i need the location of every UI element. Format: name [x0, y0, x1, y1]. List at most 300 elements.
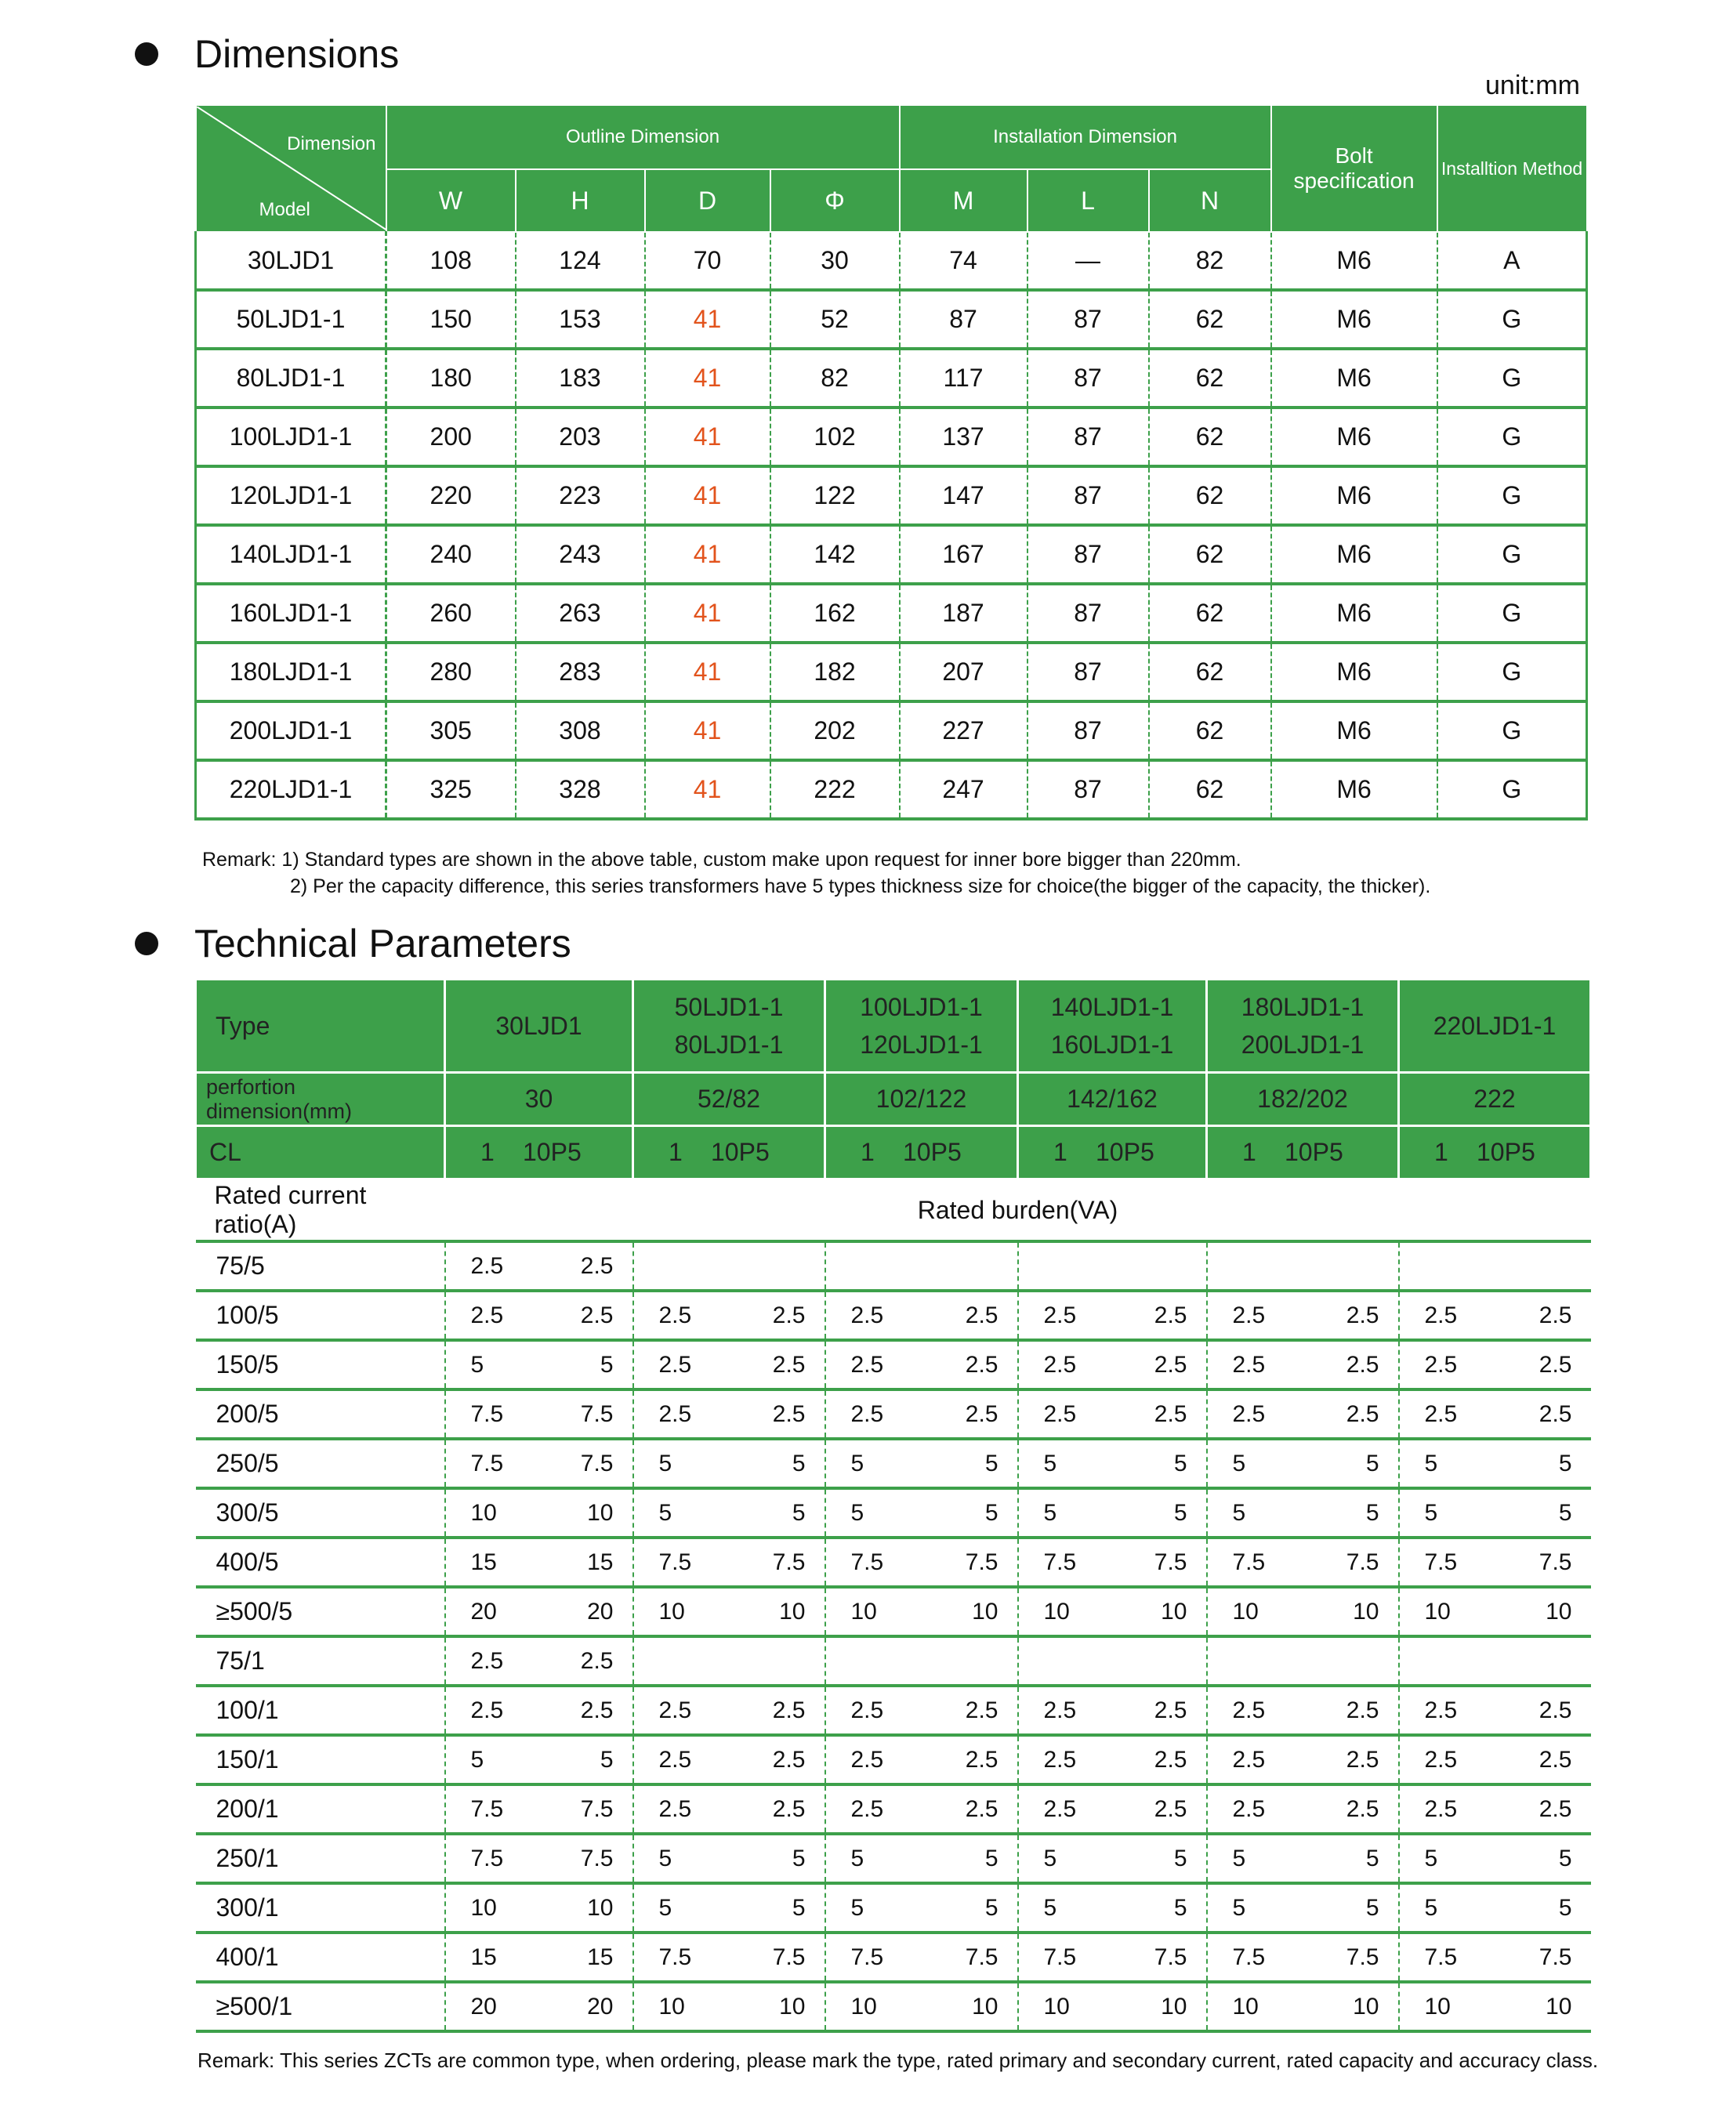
burden-value: 2.5 [1154, 1400, 1187, 1427]
model-cell: 140LJD1-1 [196, 525, 386, 584]
burden-value: 20 [587, 1598, 614, 1625]
burden-value: 10 [1424, 1993, 1451, 2020]
model-cell: 50LJD1-1 [196, 290, 386, 349]
burden-value: 5 [850, 1499, 864, 1526]
value-cell: 41 [645, 760, 770, 819]
unit-label: unit:mm [1485, 71, 1580, 100]
burden-value: 5 [658, 1894, 672, 1921]
burden-value: 20 [470, 1598, 497, 1625]
burden-value: 2.5 [1346, 1795, 1379, 1822]
burden-value: 15 [470, 1944, 497, 1970]
value-cell: 243 [516, 525, 645, 584]
type-cell [1018, 980, 1207, 1073]
burden-cell [1399, 1933, 1591, 1982]
burden-cell [1207, 1587, 1399, 1636]
table-row [196, 1834, 1591, 1883]
type-cell [1399, 980, 1591, 1073]
burden-value: 5 [792, 1499, 806, 1526]
table-row [196, 525, 1587, 584]
burden-value: 2.5 [470, 1697, 504, 1723]
burden-value: 2.5 [772, 1302, 806, 1328]
model-cell: 30LJD1 [196, 232, 386, 290]
burden-value: 2.5 [1424, 1400, 1458, 1427]
col-header: L [1027, 169, 1149, 232]
table-row [196, 1933, 1591, 1982]
burden-value: 7.5 [470, 1795, 504, 1822]
burden-cell [633, 1291, 825, 1340]
ratio-cell: 250/1 [196, 1834, 445, 1883]
value-cell: G [1437, 290, 1587, 349]
table-row [196, 290, 1587, 349]
burden-cell [1018, 1587, 1207, 1636]
model-cell: 100LJD1-1 [196, 408, 386, 466]
burden-cell [633, 1933, 825, 1982]
type-label: Type [196, 980, 445, 1073]
burden-value: 10 [1043, 1598, 1070, 1625]
burden-cell [825, 1636, 1018, 1686]
technical-remark: Remark: This series ZCTs are common type, when ordering, please mark the type, rated primary and secondary current, rated capacity and accuracy class. [198, 2049, 1599, 2072]
cl-value: 1 [480, 1138, 495, 1166]
burden-cell [445, 1488, 633, 1538]
burden-cell [1018, 1834, 1207, 1883]
burden-cell [1399, 1241, 1591, 1291]
ratio-cell: 300/1 [196, 1883, 445, 1933]
burden-value: 5 [792, 1450, 806, 1476]
burden-cell [633, 1834, 825, 1883]
burden-value: 5 [1043, 1894, 1057, 1921]
value-cell: 74 [900, 232, 1027, 290]
technical-table [194, 978, 1592, 2033]
burden-value: 5 [850, 1845, 864, 1871]
burden-value: 15 [587, 1549, 614, 1575]
burden-value: 5 [850, 1894, 864, 1921]
perf-label: perfortion dimension(mm) [196, 1073, 445, 1126]
burden-cell [1399, 1784, 1591, 1834]
table-row [196, 1982, 1591, 2031]
burden-value: 2.5 [658, 1746, 692, 1773]
burden-value: 15 [587, 1944, 614, 1970]
burden-value: 5 [1558, 1450, 1572, 1476]
burden-value: 10 [1161, 1993, 1187, 2020]
burden-value: 10 [1232, 1993, 1259, 2020]
burden-value: 2.5 [1346, 1746, 1379, 1773]
table-row [196, 1883, 1591, 1933]
burden-value: 7.5 [1043, 1549, 1077, 1575]
burden-value: 10 [658, 1598, 685, 1625]
burden-cell [445, 1982, 633, 2031]
value-cell: 62 [1149, 584, 1271, 643]
burden-cell [1399, 1883, 1591, 1933]
burden-value: 2.5 [965, 1351, 998, 1378]
value-cell: 142 [770, 525, 900, 584]
value-cell: 62 [1149, 525, 1271, 584]
burden-value: 2.5 [1043, 1351, 1077, 1378]
burden-value: 7.5 [658, 1944, 692, 1970]
burden-value: 2.5 [965, 1302, 998, 1328]
burden-value: 2.5 [580, 1302, 614, 1328]
value-cell: 62 [1149, 643, 1271, 701]
burden-value: 2.5 [772, 1697, 806, 1723]
ratio-cell: 100/5 [196, 1291, 445, 1340]
value-cell: M6 [1271, 290, 1437, 349]
value-cell: G [1437, 701, 1587, 760]
burden-cell [1399, 1291, 1591, 1340]
value-cell: 62 [1149, 701, 1271, 760]
col-header: N [1149, 169, 1271, 232]
burden-value: 2.5 [1424, 1795, 1458, 1822]
corner-header [196, 105, 386, 232]
burden-value: 2.5 [1154, 1351, 1187, 1378]
burden-value: 2.5 [658, 1302, 692, 1328]
type-cell [633, 980, 825, 1073]
value-cell: 41 [645, 643, 770, 701]
burden-value: 2.5 [580, 1252, 614, 1279]
type-line-1: 50LJD1-1 [674, 993, 784, 1021]
burden-cell [1018, 1982, 1207, 2031]
burden-value: 2.5 [470, 1302, 504, 1328]
table-row [196, 1439, 1591, 1488]
value-cell: 182 [770, 643, 900, 701]
burden-cell [633, 1488, 825, 1538]
remark-label: Remark: [202, 849, 277, 871]
burden-cell [633, 1439, 825, 1488]
type-line-1: 100LJD1-1 [860, 993, 983, 1021]
value-cell: 87 [1027, 525, 1149, 584]
burden-cell [825, 1389, 1018, 1439]
value-cell: 70 [645, 232, 770, 290]
burden-cell [1018, 1883, 1207, 1933]
burden-value: 10 [658, 1993, 685, 2020]
dimensions-remark [202, 846, 1430, 900]
burden-cell [1207, 1735, 1399, 1784]
burden-cell [1207, 1389, 1399, 1439]
type-line-2: 160LJD1-1 [1050, 1031, 1174, 1059]
burden-value: 7.5 [1424, 1549, 1458, 1575]
bullet-icon [135, 932, 158, 955]
value-cell: 162 [770, 584, 900, 643]
burden-value: 5 [1173, 1894, 1187, 1921]
burden-cell [1207, 1636, 1399, 1686]
burden-value: 2.5 [1424, 1351, 1458, 1378]
table-row [196, 1340, 1591, 1389]
burden-cell [633, 1784, 825, 1834]
burden-cell [1018, 1686, 1207, 1735]
burden-cell [1399, 1834, 1591, 1883]
cl-cell [633, 1126, 825, 1179]
table-row [196, 1784, 1591, 1834]
burden-value: 7.5 [850, 1944, 884, 1970]
burden-cell [825, 1538, 1018, 1587]
value-cell: 283 [516, 643, 645, 701]
value-cell: G [1437, 525, 1587, 584]
burden-value: 10 [850, 1598, 877, 1625]
burden-cell [825, 1291, 1018, 1340]
table-row [196, 643, 1587, 701]
burden-value: 2.5 [1043, 1302, 1077, 1328]
value-cell: G [1437, 408, 1587, 466]
burden-cell [633, 1883, 825, 1933]
burden-value: 2.5 [1346, 1351, 1379, 1378]
burden-value: 2.5 [772, 1746, 806, 1773]
burden-cell [825, 1933, 1018, 1982]
burden-cell [1399, 1982, 1591, 2031]
burden-cell [825, 1686, 1018, 1735]
burden-value: 5 [984, 1450, 998, 1476]
value-cell: M6 [1271, 760, 1437, 819]
burden-value: 2.5 [1043, 1795, 1077, 1822]
table-row [196, 1538, 1591, 1587]
burden-value: 5 [792, 1894, 806, 1921]
value-cell: A [1437, 232, 1587, 290]
burden-cell [1207, 1784, 1399, 1834]
burden-value: 2.5 [850, 1795, 884, 1822]
value-cell: 167 [900, 525, 1027, 584]
burden-value: 7.5 [1154, 1944, 1187, 1970]
burden-cell [1018, 1636, 1207, 1686]
table-row [196, 760, 1587, 819]
burden-value: 5 [850, 1450, 864, 1476]
table-row [196, 349, 1587, 408]
burden-value: 2.5 [1154, 1795, 1187, 1822]
burden-value: 5 [1424, 1450, 1438, 1476]
burden-value: 5 [470, 1351, 484, 1378]
burden-value: 5 [1173, 1450, 1187, 1476]
bullet-icon [135, 42, 158, 66]
burden-value: 7.5 [965, 1549, 998, 1575]
cl-cell [1399, 1126, 1591, 1179]
value-cell: 62 [1149, 408, 1271, 466]
cl-value: 1 [1053, 1138, 1067, 1166]
value-cell: 227 [900, 701, 1027, 760]
model-cell: 80LJD1-1 [196, 349, 386, 408]
type-cell [825, 980, 1018, 1073]
cl-class: 10P5 [711, 1138, 770, 1166]
type-line-2: 200LJD1-1 [1241, 1031, 1365, 1059]
value-cell: 260 [386, 584, 516, 643]
burden-cell [825, 1241, 1018, 1291]
burden-value: 10 [1232, 1598, 1259, 1625]
value-cell: 247 [900, 760, 1027, 819]
burden-value: 2.5 [658, 1697, 692, 1723]
burden-cell [445, 1439, 633, 1488]
burden-value: 2.5 [1232, 1302, 1266, 1328]
ratio-cell: 400/1 [196, 1933, 445, 1982]
burden-value: 10 [470, 1894, 497, 1921]
burden-value: 10 [779, 1598, 806, 1625]
outline-header: Outline Dimension [386, 105, 900, 169]
value-cell: 222 [770, 760, 900, 819]
burden-cell [1399, 1439, 1591, 1488]
burden-value: 2.5 [470, 1252, 504, 1279]
ratio-cell: ≥500/5 [196, 1587, 445, 1636]
burden-value: 5 [1365, 1499, 1379, 1526]
perf-cell: 222 [1399, 1073, 1591, 1126]
section-title: Dimensions [194, 32, 400, 76]
burden-cell [825, 1735, 1018, 1784]
burden-cell [825, 1587, 1018, 1636]
value-cell: 263 [516, 584, 645, 643]
cl-cell [825, 1126, 1018, 1179]
value-cell: 308 [516, 701, 645, 760]
perf-cell: 142/162 [1018, 1073, 1207, 1126]
value-cell: M6 [1271, 701, 1437, 760]
burden-value: 10 [850, 1993, 877, 2020]
burden-value: 5 [1232, 1450, 1246, 1476]
type-line-1: 30LJD1 [495, 1012, 582, 1040]
ratio-cell: 75/5 [196, 1241, 445, 1291]
value-cell: 108 [386, 232, 516, 290]
burden-value: 2.5 [658, 1351, 692, 1378]
ratio-cell: 75/1 [196, 1636, 445, 1686]
burden-value: 10 [779, 1993, 806, 2020]
cl-label: CL [196, 1126, 445, 1179]
burden-value: 5 [1173, 1845, 1187, 1871]
burden-cell [445, 1735, 633, 1784]
burden-value: 2.5 [1043, 1697, 1077, 1723]
value-cell: 102 [770, 408, 900, 466]
table-row [196, 1735, 1591, 1784]
burden-value: 2.5 [1043, 1746, 1077, 1773]
value-cell: 153 [516, 290, 645, 349]
burden-value: 2.5 [965, 1697, 998, 1723]
value-cell: 325 [386, 760, 516, 819]
burden-cell [1018, 1340, 1207, 1389]
burden-value: 7.5 [965, 1944, 998, 1970]
table-row [196, 584, 1587, 643]
col-header: M [900, 169, 1027, 232]
burden-value: 2.5 [1232, 1795, 1266, 1822]
burden-value: 10 [1424, 1598, 1451, 1625]
burden-value: 5 [1173, 1499, 1187, 1526]
burden-value: 5 [658, 1450, 672, 1476]
value-cell: 223 [516, 466, 645, 525]
burden-value: 7.5 [580, 1400, 614, 1427]
burden-value: 7.5 [1043, 1944, 1077, 1970]
burden-cell [1207, 1538, 1399, 1587]
burden-cell [1399, 1488, 1591, 1538]
burden-value: 7.5 [580, 1450, 614, 1476]
value-cell: M6 [1271, 232, 1437, 290]
cl-class: 10P5 [1477, 1138, 1535, 1166]
burden-cell [1018, 1241, 1207, 1291]
burden-cell [825, 1834, 1018, 1883]
table-row [196, 466, 1587, 525]
burden-value: 10 [1353, 1598, 1379, 1625]
ratio-cell: ≥500/1 [196, 1982, 445, 2031]
burden-cell [445, 1636, 633, 1686]
perf-cell: 52/82 [633, 1073, 825, 1126]
model-cell: 220LJD1-1 [196, 760, 386, 819]
col-header: W [386, 169, 516, 232]
value-cell: 202 [770, 701, 900, 760]
burden-value: 5 [984, 1499, 998, 1526]
model-cell: 180LJD1-1 [196, 643, 386, 701]
installation-header: Installation Dimension [900, 105, 1271, 169]
burden-cell [445, 1538, 633, 1587]
value-cell: 87 [1027, 408, 1149, 466]
value-cell: 305 [386, 701, 516, 760]
burden-cell [1207, 1488, 1399, 1538]
burden-value: 2.5 [1232, 1697, 1266, 1723]
burden-cell [633, 1686, 825, 1735]
burden-cell [825, 1883, 1018, 1933]
burden-cell [1018, 1291, 1207, 1340]
burden-cell [445, 1587, 633, 1636]
burden-cell [1018, 1735, 1207, 1784]
burden-cell [445, 1389, 633, 1439]
burden-value: 2.5 [772, 1351, 806, 1378]
burden-value: 5 [1558, 1894, 1572, 1921]
burden-cell [445, 1291, 633, 1340]
value-cell: G [1437, 466, 1587, 525]
dimensions-table [194, 104, 1588, 821]
burden-cell [825, 1439, 1018, 1488]
value-cell: M6 [1271, 408, 1437, 466]
burden-value: 2.5 [850, 1400, 884, 1427]
burden-value: 2.5 [1154, 1746, 1187, 1773]
burden-value: 2.5 [1538, 1795, 1572, 1822]
burden-cell [633, 1735, 825, 1784]
value-cell: 280 [386, 643, 516, 701]
value-cell: M6 [1271, 584, 1437, 643]
burden-cell [1018, 1784, 1207, 1834]
burden-value: 7.5 [1346, 1944, 1379, 1970]
burden-value: 5 [1043, 1845, 1057, 1871]
ratio-label: Rated current ratio(A) [196, 1179, 445, 1242]
burden-value: 2.5 [1424, 1746, 1458, 1773]
burden-value: 15 [470, 1549, 497, 1575]
cl-cell [445, 1126, 633, 1179]
cl-class: 10P5 [523, 1138, 582, 1166]
burden-value: 5 [984, 1845, 998, 1871]
remark-line-1: 1) Standard types are shown in the above table, custom make upon request for inner bore bigger than 220mm. [281, 849, 1241, 871]
type-line-2: 120LJD1-1 [860, 1031, 983, 1059]
burden-cell [1207, 1291, 1399, 1340]
burden-value: 2.5 [850, 1697, 884, 1723]
burden-value: 7.5 [1232, 1549, 1266, 1575]
section-title: Technical Parameters [194, 922, 571, 965]
burden-cell [445, 1241, 633, 1291]
burden-value: 10 [1546, 1993, 1572, 2020]
cl-class: 10P5 [1096, 1138, 1154, 1166]
burden-value: 5 [1232, 1845, 1246, 1871]
burden-value: 5 [470, 1746, 484, 1773]
type-line-1: 140LJD1-1 [1050, 993, 1174, 1021]
burden-value: 2.5 [965, 1795, 998, 1822]
burden-value: 10 [1043, 1993, 1070, 2020]
burden-value: 20 [587, 1993, 614, 2020]
burden-cell [1399, 1636, 1591, 1686]
value-cell: 41 [645, 584, 770, 643]
value-cell: 87 [1027, 760, 1149, 819]
burden-cell [445, 1933, 633, 1982]
burden-value: 2.5 [658, 1795, 692, 1822]
burden-cell [445, 1834, 633, 1883]
value-cell: 41 [645, 525, 770, 584]
perf-cell: 30 [445, 1073, 633, 1126]
burden-value: 5 [1558, 1845, 1572, 1871]
table-row [196, 1636, 1591, 1686]
value-cell: M6 [1271, 349, 1437, 408]
value-cell: 87 [1027, 349, 1149, 408]
burden-value: 10 [1546, 1598, 1572, 1625]
burden-value: 5 [1365, 1450, 1379, 1476]
burden-value: 2.5 [658, 1400, 692, 1427]
model-cell: 200LJD1-1 [196, 701, 386, 760]
technical-heading [135, 921, 571, 966]
burden-value: 7.5 [850, 1549, 884, 1575]
burden-value: 5 [1424, 1499, 1438, 1526]
